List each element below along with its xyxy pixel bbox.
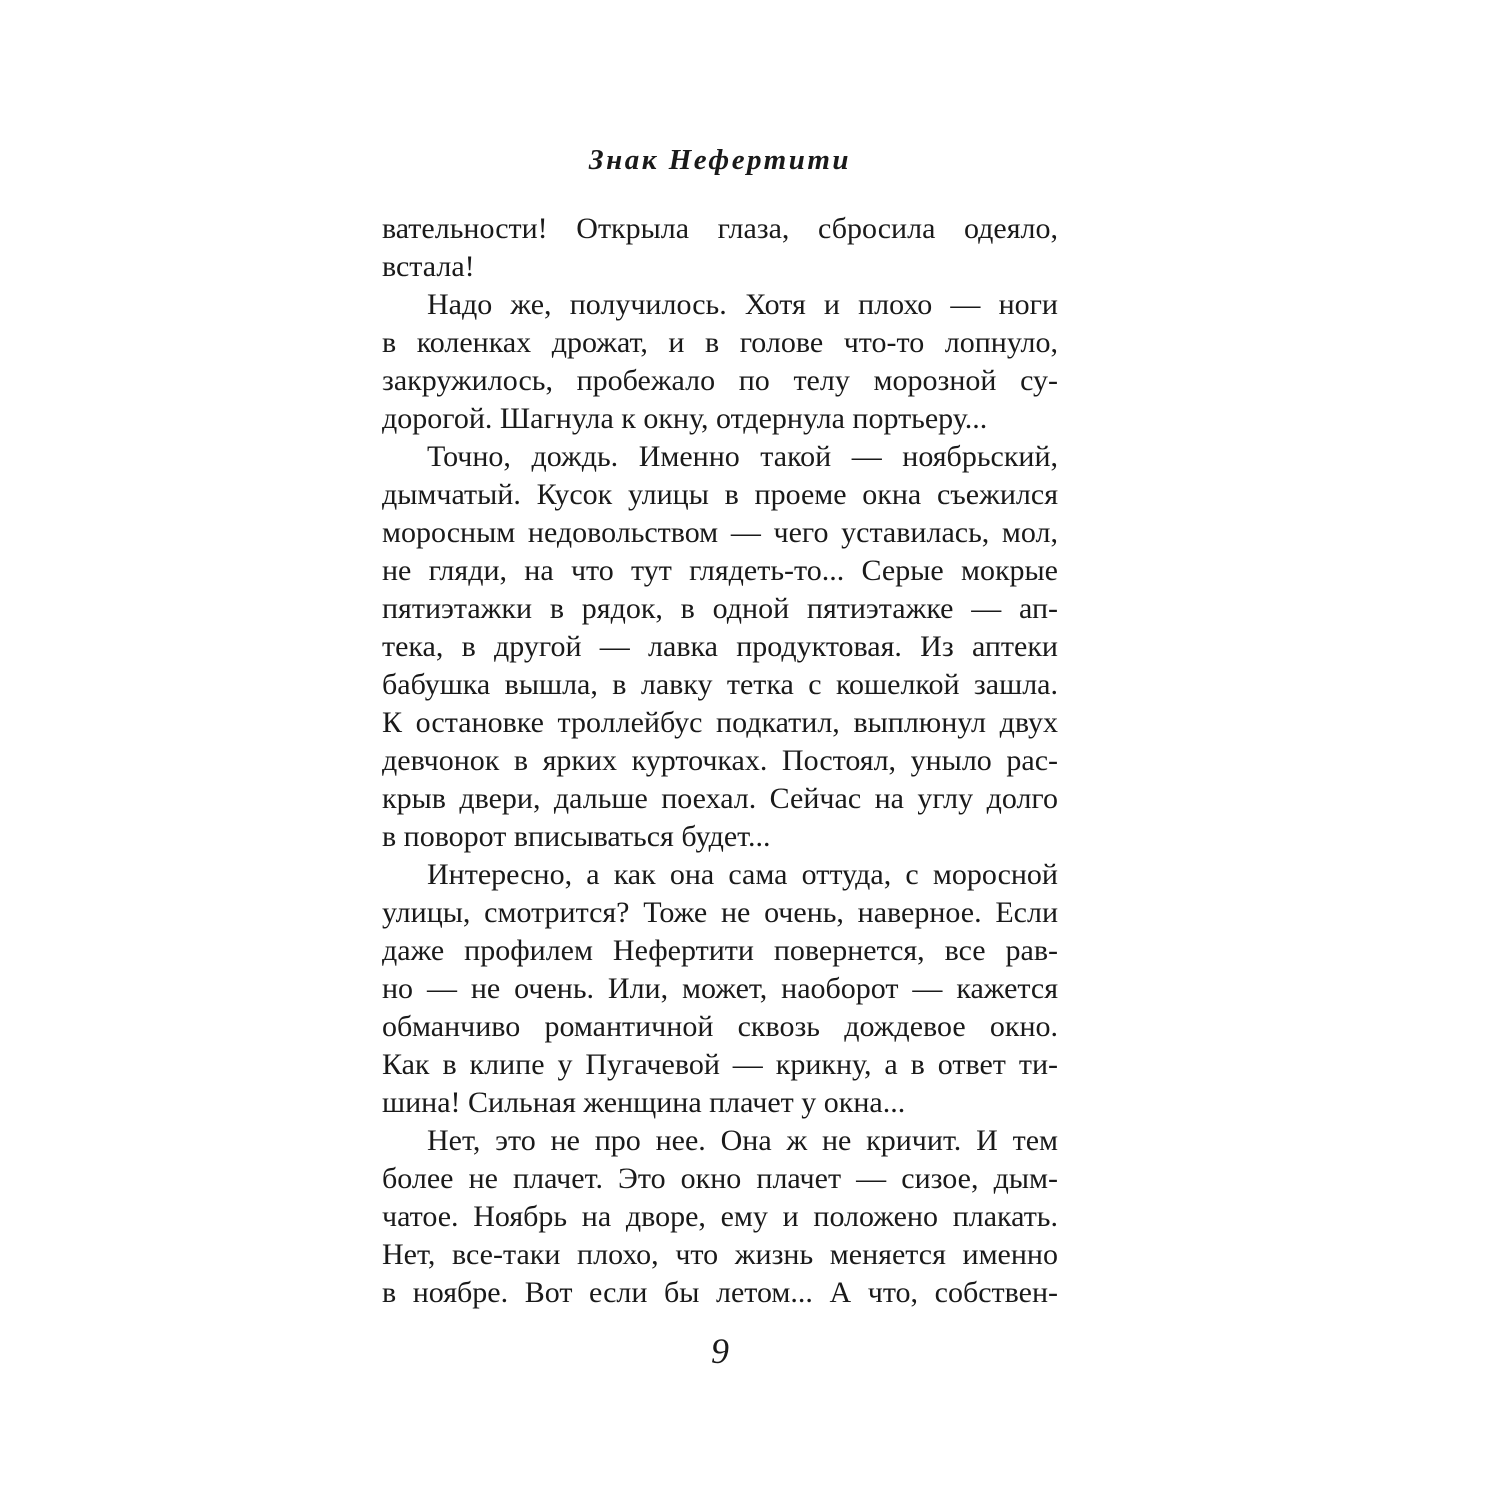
text-line: пятиэтажки в рядок, в одной пятиэтажке — ап-	[382, 592, 1058, 625]
text-line: не гляди, на что тут глядеть-то... Серые мокрые	[382, 554, 1058, 587]
text-line: Как в клипе у Пугачевой — крикну, а в ответ ти-	[382, 1048, 1058, 1081]
text-line: обманчиво романтичной сквозь дождевое окно.	[382, 1010, 1058, 1043]
text-line: Интересно, а как она сама оттуда, с моросной	[427, 858, 1058, 891]
text-line: вательности! Открыла глаза, сбросила одеяло,	[382, 212, 1058, 245]
text-line: чатое. Ноябрь на дворе, ему и положено плакать.	[382, 1200, 1058, 1233]
text-line: закружилось, пробежало по телу морозной су-	[382, 364, 1058, 397]
text-line: дорогой. Шагнула к окну, отдернула портьеру...	[382, 402, 988, 435]
page-number: 9	[711, 1331, 729, 1371]
text-line: более не плачет. Это окно плачет — сизое, дым-	[382, 1162, 1058, 1195]
text-line: девчонок в ярких курточках. Постоял, уныло рас-	[382, 744, 1058, 777]
text-line: даже профилем Нефертити повернется, все рав-	[382, 934, 1058, 967]
text-line: но — не очень. Или, может, наоборот — кажется	[382, 972, 1058, 1005]
text-line: моросным недовольством — чего уставилась, мол,	[382, 516, 1058, 549]
body-text	[382, 210, 1058, 1312]
text-line: дымчатый. Кусок улицы в проеме окна съежился	[382, 478, 1058, 511]
text-line: Точно, дождь. Именно такой — ноябрьский,	[427, 440, 1058, 473]
text-line: в коленках дрожат, и в голове что-то лопнуло,	[382, 326, 1058, 359]
text-line: бабушка вышла, в лавку тетка с кошелкой зашла.	[382, 668, 1058, 701]
text-line: шина! Сильная женщина плачет у окна...	[382, 1086, 906, 1119]
running-head: Знак Нефертити	[588, 144, 852, 176]
text-line: в поворот вписываться будет...	[382, 820, 771, 853]
text-line: Надо же, получилось. Хотя и плохо — ноги	[427, 288, 1058, 321]
text-line: крыв двери, дальше поехал. Сейчас на углу долго	[382, 782, 1058, 815]
text-line: Нет, это не про нее. Она ж не кричит. И тем	[427, 1124, 1058, 1157]
text-line: тека, в другой — лавка продуктовая. Из аптеки	[382, 630, 1058, 663]
text-line: К остановке троллейбус подкатил, выплюнул двух	[382, 706, 1058, 739]
text-line: Нет, все-таки плохо, что жизнь меняется именно	[382, 1238, 1058, 1271]
text-line: встала!	[382, 250, 475, 283]
text-line: улицы, смотрится? Тоже не очень, наверное. Если	[382, 896, 1058, 929]
text-line: в ноябре. Вот если бы летом... А что, собствен-	[382, 1276, 1058, 1309]
